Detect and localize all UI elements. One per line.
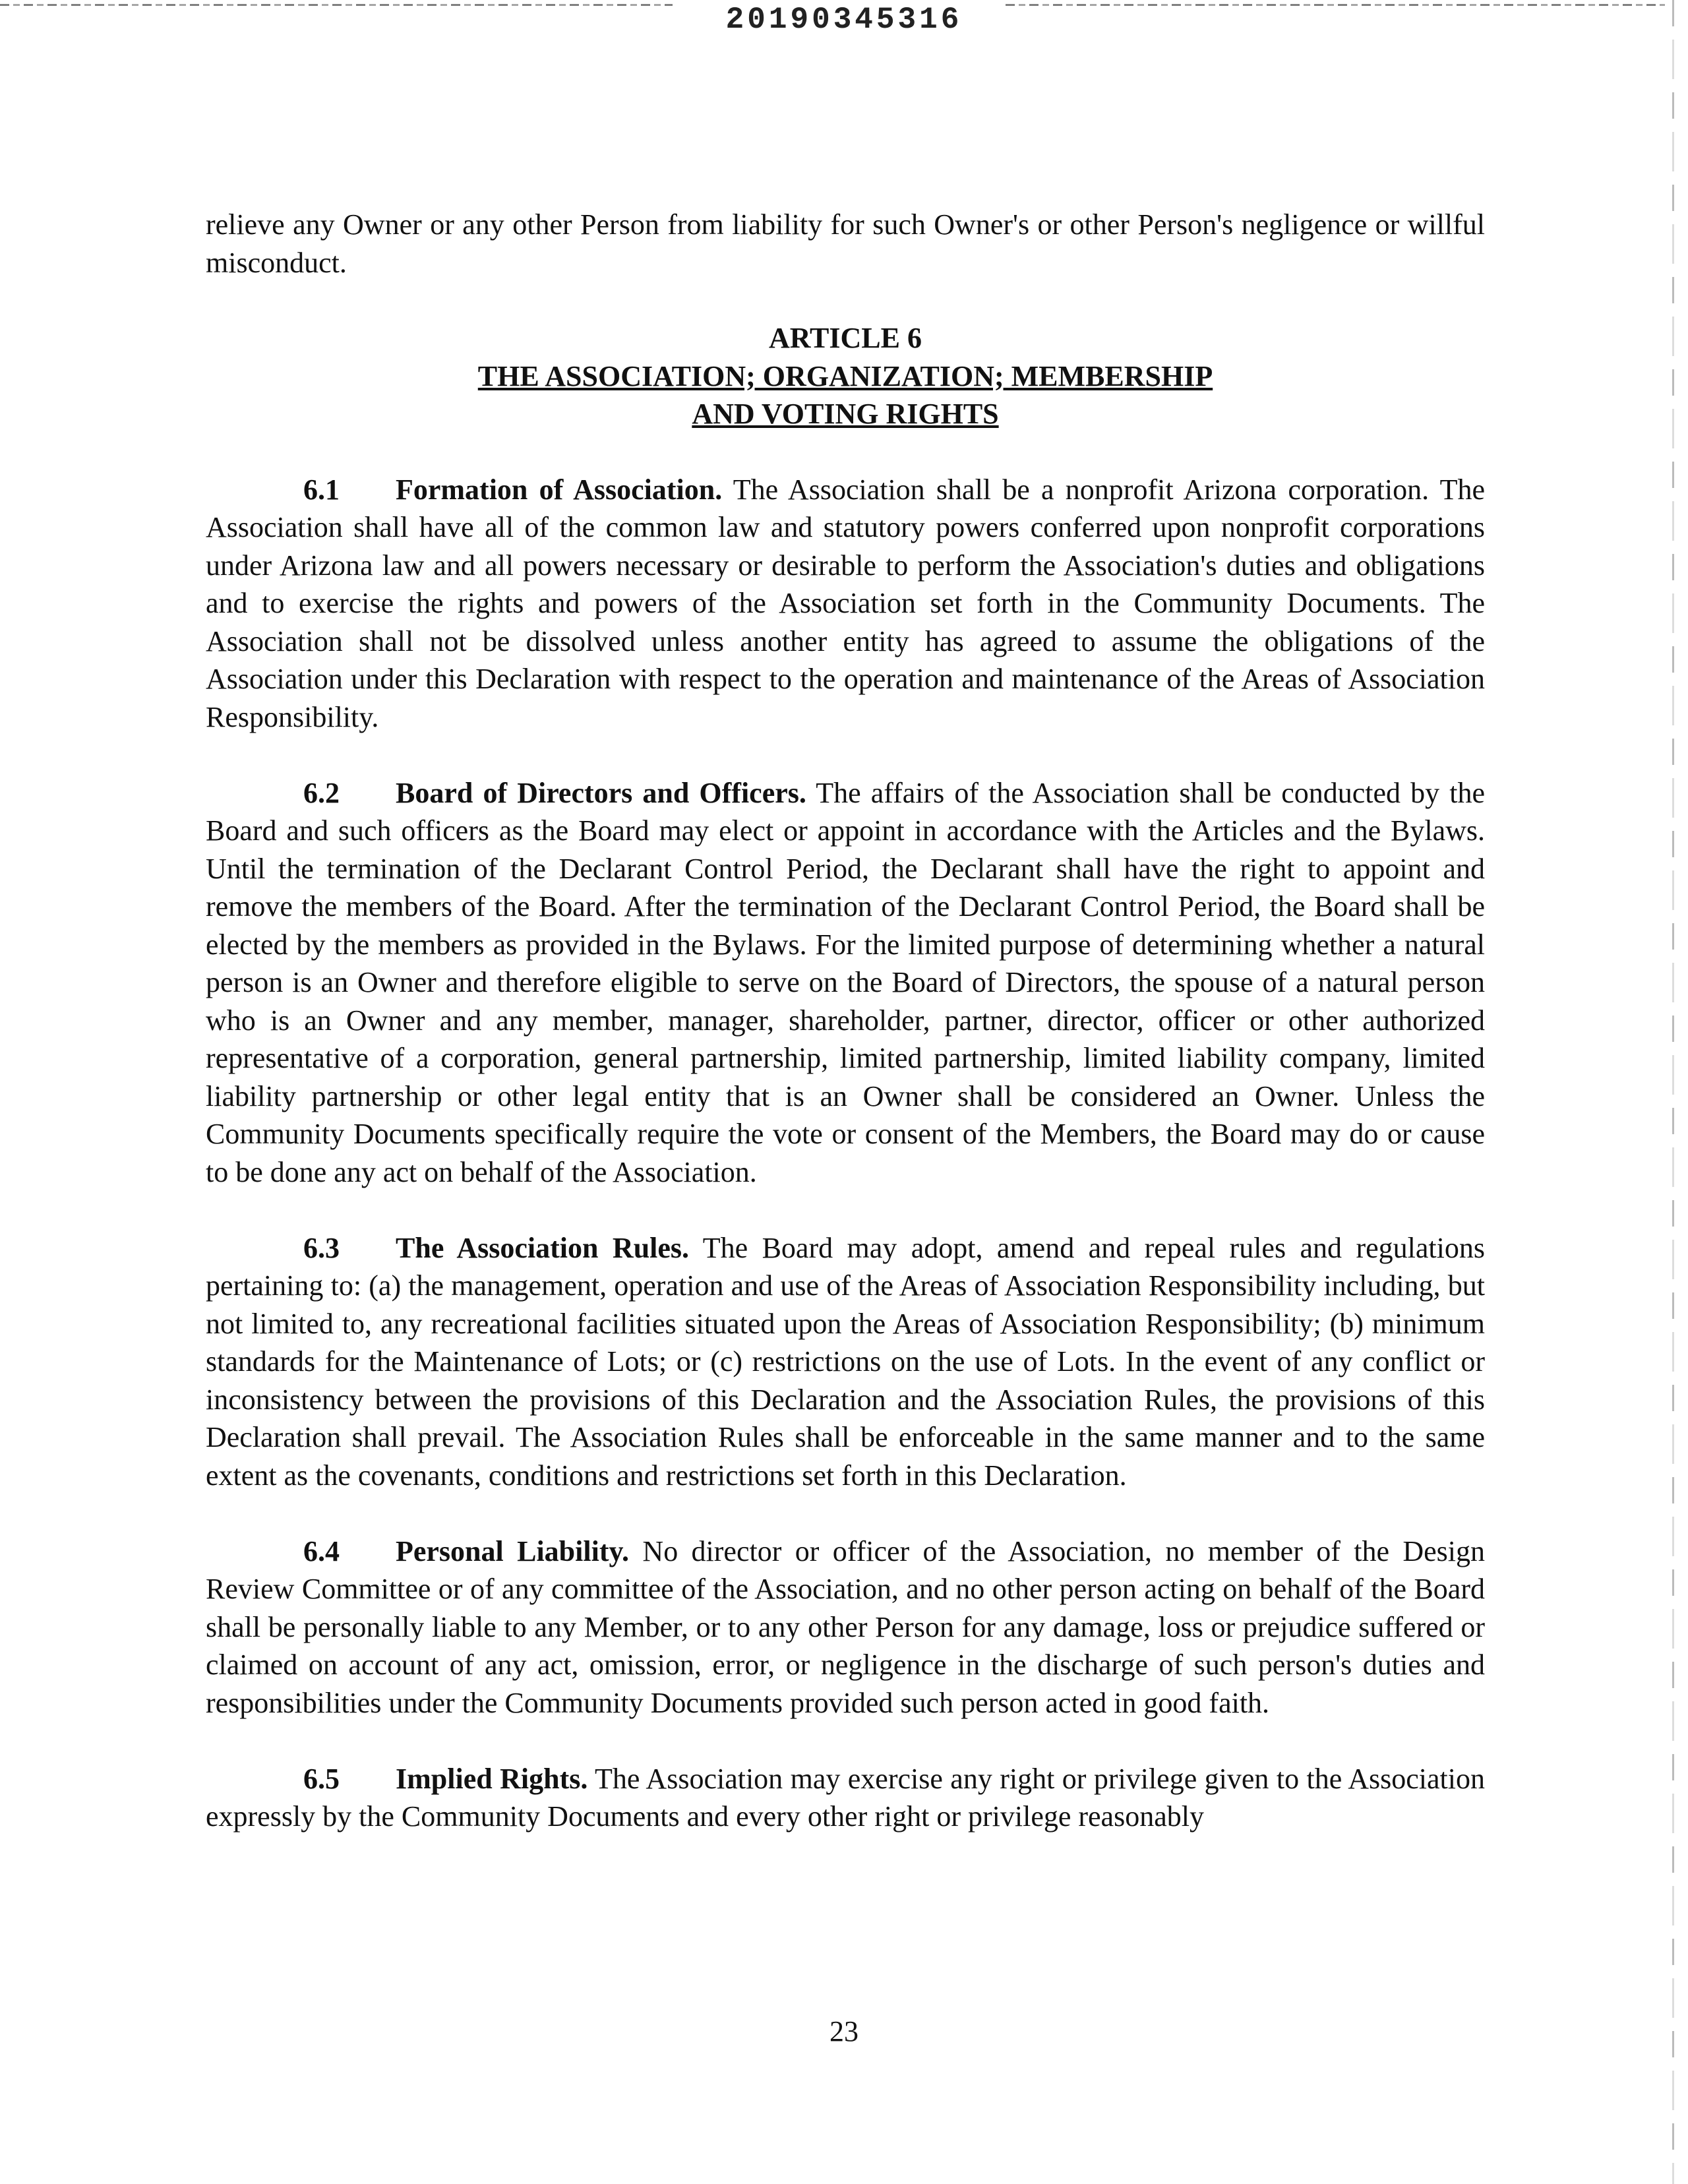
section-number: 6.4 [303, 1534, 340, 1567]
document-body [206, 206, 1485, 1873]
section-text: The affairs of the Association shall be conducted by the Board and such officers as the Board may elect or appoint in accordance with the Articles and the Bylaws. Until the termination of the Declarant Control Period, the Declarant shall have the right to appoint and remove the members of the Board. After the termination of the Declarant Control Period, the Board shall be elected by the members as provided in the Bylaws. For the limited purpose of determining whether a natural person is an Owner and therefore eligible to serve on the Board of Directors, the spouse of a natural person who is an Owner and any member, manager, shareholder, partner, director, officer or other authorized representative of a corporation, general partnership, limited partnership, limited liability company, limited liability partnership or other legal entity that is an Owner shall be considered an Owner. Unless the Community Documents specifically require the vote or consent of the Members, the Board may do or cause to be done any act on behalf of the Association. [206, 776, 1485, 1188]
section-title: Implied Rights. [396, 1762, 588, 1795]
article-title-line-2: AND VOTING RIGHTS [692, 398, 999, 430]
section-number: 6.1 [303, 473, 340, 506]
section-text: The Association shall be a nonprofit Arizona corporation. The Association shall have all of the common law and statutory powers conferred upon nonprofit corporations under Arizona law and all powers necessary or desirable to perform the Association's duties and obligations and to exercise the rights and powers of the Association set forth in the Community Documents. The Association shall not be dissolved unless another entity has agreed to assume the obligations of the Association under this Declaration with respect to the operation and maintenance of the Areas of Association Responsibility. [206, 473, 1485, 733]
section-text: No director or officer of the Association, no member of the Design Review Committee or of any committee of the Association, and no other person acting on behalf of the Board shall be personally liable to any Member, or to any other Person for any damage, loss or prejudice suffered or claimed on account of any act, omission, error, or negligence in the discharge of such person's duties and responsibilities under the Community Documents provided such person acted in good faith. [206, 1534, 1485, 1719]
article-heading [206, 319, 1485, 433]
section-6-1 [206, 471, 1485, 737]
section-number: 6.3 [303, 1231, 340, 1264]
section-6-3 [206, 1229, 1485, 1495]
section-number: 6.2 [303, 776, 340, 809]
section-title: The Association Rules. [396, 1231, 690, 1264]
section-number: 6.5 [303, 1762, 340, 1795]
article-title-line-1: THE ASSOCIATION; ORGANIZATION; MEMBERSHIP [477, 359, 1213, 392]
continuation-paragraph: relieve any Owner or any other Person from liability for such Owner's or other Person's negligence or willful misconduct. [206, 208, 1485, 279]
section-6-2 [206, 774, 1485, 1192]
section-title: Formation of Association. [396, 473, 723, 506]
section-title: Board of Directors and Officers. [396, 776, 806, 809]
section-title: Personal Liability. [396, 1534, 630, 1567]
section-text: The Association may exercise any right or privilege given to the Association expressly by the Community Documents and every other right or privilege reasonably [206, 1762, 1485, 1833]
section-6-4 [206, 1532, 1485, 1722]
recording-number: 20190345316 [725, 3, 963, 37]
article-number: ARTICLE 6 [769, 322, 922, 354]
section-text: The Board may adopt, amend and repeal rules and regulations pertaining to: (a) the management, operation and use of the Areas of Association Responsibility including, but not limited to, any recreational facilities situated upon the Areas of Association Responsibility; (b) minimum standards for the Maintenance of Lots; or (c) restrictions on the use of Lots. In the event of any conflict or inconsistency between the provisions of this Declaration and the Association Rules, the provisions of this Declaration shall prevail. The Association Rules shall be enforceable in the same manner and to the same extent as the covenants, conditions and restrictions set forth in this Declaration. [206, 1231, 1485, 1492]
page-number: 23 [829, 2015, 859, 2048]
section-6-5 [206, 1760, 1485, 1836]
scan-artifact-edge [1672, 0, 1674, 2184]
